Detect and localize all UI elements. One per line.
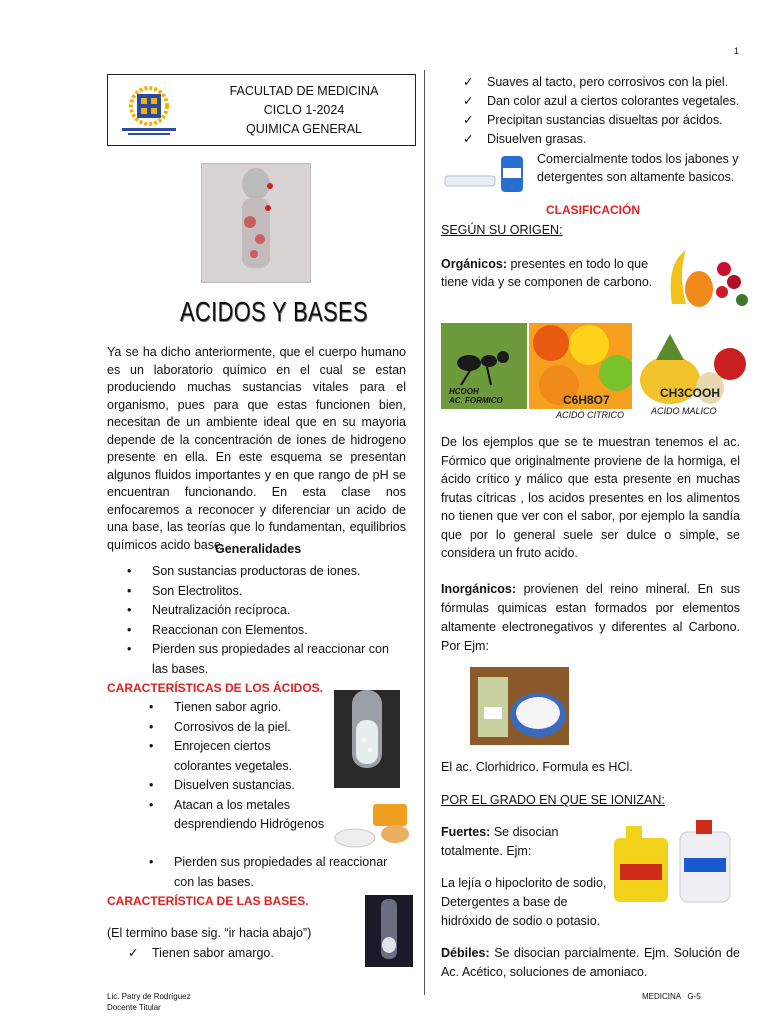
university-logo [118, 84, 180, 139]
header-line-2: CICLO 1-2024 [263, 103, 345, 117]
list-item: • Pierden sus propiedades al reaccionar con las bases. [127, 642, 389, 676]
bases-list-left [128, 944, 352, 963]
column-divider [424, 70, 425, 995]
organicos-text: presentes en todo lo que tiene vida y se componen de carbono. [441, 257, 653, 289]
acidos-list [149, 698, 328, 835]
clasificacion-heading: CLASIFICACIÓN [546, 203, 640, 217]
body-diagram-illustration [202, 164, 310, 282]
inorganicos-block [441, 580, 740, 656]
footer-left [107, 991, 191, 1013]
segun-origen-heading: SEGÚN SU ORIGEN: [441, 223, 563, 237]
list-item: ✓ Suaves al tacto, pero corrosivos con la piel. [463, 75, 729, 89]
formico-name: AC. FORMICO [449, 396, 503, 405]
inorganicos-text: provienen del reino mineral. En sus fórmulas quimicas estan formados por elementos altamente electronegativos y diferentes al Carbono. Por Ejm: [441, 582, 740, 653]
debiles-block [441, 944, 740, 982]
list-item: • Tienen sabor agrio. [149, 700, 282, 714]
fuertes-paragraph [441, 823, 571, 861]
list-item: • Son Electrolitos. [127, 583, 243, 598]
header-line-3: QUIMICA GENERAL [246, 122, 362, 136]
bleach-ajax-image [610, 818, 738, 906]
page-title: ACIDOS Y BASES [180, 296, 368, 327]
body-ph-diagram-image [201, 163, 311, 283]
citrico-name: ACIDO CITRICO [556, 410, 625, 420]
generalidades-list [127, 562, 406, 679]
list-item: • Atacan a los metales desprendiendo Hidrógenos [149, 797, 325, 831]
intro-paragraph-block [107, 344, 406, 554]
acidos-list-continued [149, 853, 394, 892]
generalidades-heading: Generalidades [215, 542, 302, 556]
fuertes-text: Se disocian totalmente. Ejm: [441, 825, 559, 858]
bases-comercial: Comercialmente todos los jabones y detergentes son altamente basicos. [537, 152, 739, 184]
citrus-image [529, 323, 632, 409]
footer-right: MEDICINA G-5 [642, 992, 701, 1001]
list-item: • Disuelven sustancias. [149, 778, 295, 792]
ionizan-heading: POR EL GRADO EN QUE SE IONIZAN: [441, 793, 665, 807]
ejemplos-block [441, 433, 740, 563]
intro-paragraph: Ya se ha dicho anteriormente, que el cuerpo humano es un laboratorio químico en el cual se estan produciendo muchas sustancias vitales para el organismo, pues para que estas funcionen bien, necesitan de un ambiente ideal que en su mayoria depende de la concentración de iones de hidrogeno presente en ella. En este esquema se presentan algunos fluidos importantes y en que rango de pH se encuentran funcionando. En esta clase nos enfocaremos a reconocer y diferenciar un acido de una base, las teorías que lo fundamentan, equilibrios químicos acido base. [107, 345, 406, 552]
list-item: ✓ Dan color azul a ciertos colorantes vegetales. [463, 94, 740, 108]
organicos-paragraph [441, 255, 661, 291]
list-item: • Son sustancias productoras de iones. [127, 564, 361, 578]
footer-role: Docente Titular [107, 1003, 161, 1012]
citrico-formula: C6H8O7 [563, 393, 610, 407]
debiles-paragraph [441, 944, 740, 982]
list-item: • Pierden sus propiedades al reaccionar con las bases. [149, 855, 388, 889]
pineapple-apple-image [636, 330, 750, 410]
formico-formula: HCOOH [449, 387, 479, 396]
hcl-text: El ac. Clorhidrico. Formula es HCl. [441, 760, 633, 774]
footer-author: Lic. Patry de Rodríguez [107, 992, 191, 1001]
bases-heading: CARACTERÍSTICA DE LAS BASES. [107, 894, 309, 908]
bases-list-right [463, 73, 747, 149]
fruits-image [664, 244, 754, 314]
list-item: • Corrosivos de la piel. [149, 719, 291, 734]
debiles-text: Se disocian parcialmente. Ejm. Solución de Ac. Acético, soluciones de amoniaco. [441, 946, 740, 979]
inorganicos-label: Inorgánicos: [441, 582, 517, 596]
list-item: • Neutralización recíproca. [127, 603, 291, 617]
toothpaste-magnesia-image [443, 154, 527, 194]
acidos-heading: CARACTERÍSTICAS DE LOS ÁCIDOS. [107, 681, 324, 695]
debiles-label: Débiles: [441, 946, 490, 960]
hcl-image [470, 667, 569, 745]
base-tube-image [365, 895, 413, 967]
list-item: • Reaccionan con Elementos. [127, 622, 308, 637]
list-item: ✓ Disuelven grasas. [463, 132, 587, 146]
lejia-text: La lejía o hipoclorito de sodio, Detergentes a base de hidróxido de sodio o potasio. [441, 876, 607, 928]
bases-term: (El termino base sig. “ir hacia abajo”) [107, 926, 312, 940]
organicos-label: Orgánicos: [441, 257, 507, 271]
ejemplos-paragraph: De los ejemplos que se te muestran tenemos el ac. Fórmico que originalmente proviene de la hormiga, el ácido crítico y málico que esta presente en muchas frutas cítricas , los acidos presentes en los alimentos no tienen que ver con el sabor, por ejemplo la sandía que por lo general suele ser dulce o simple, se considera un fruto acido. [441, 435, 740, 560]
list-item: ✓ Precipitan sustancias disueltas por ácidos. [463, 113, 723, 127]
inorganicos-paragraph [441, 580, 740, 656]
test-tube-image [334, 690, 400, 788]
list-item: ✓ Tienen sabor amargo. [128, 946, 274, 960]
soap-salt-image [333, 800, 415, 850]
fuertes-label: Fuertes: [441, 825, 491, 839]
list-item: • Enrojecen ciertos colorantes vegetales. [149, 739, 293, 773]
header-box [107, 74, 416, 146]
page-number: 1 [734, 46, 740, 56]
malico-name: ACIDO MALICO [651, 406, 717, 416]
ant-image [441, 323, 527, 409]
malico-formula: CH3COOH [660, 386, 721, 400]
header-line-1: FACULTAD DE MEDICINA [229, 84, 379, 98]
